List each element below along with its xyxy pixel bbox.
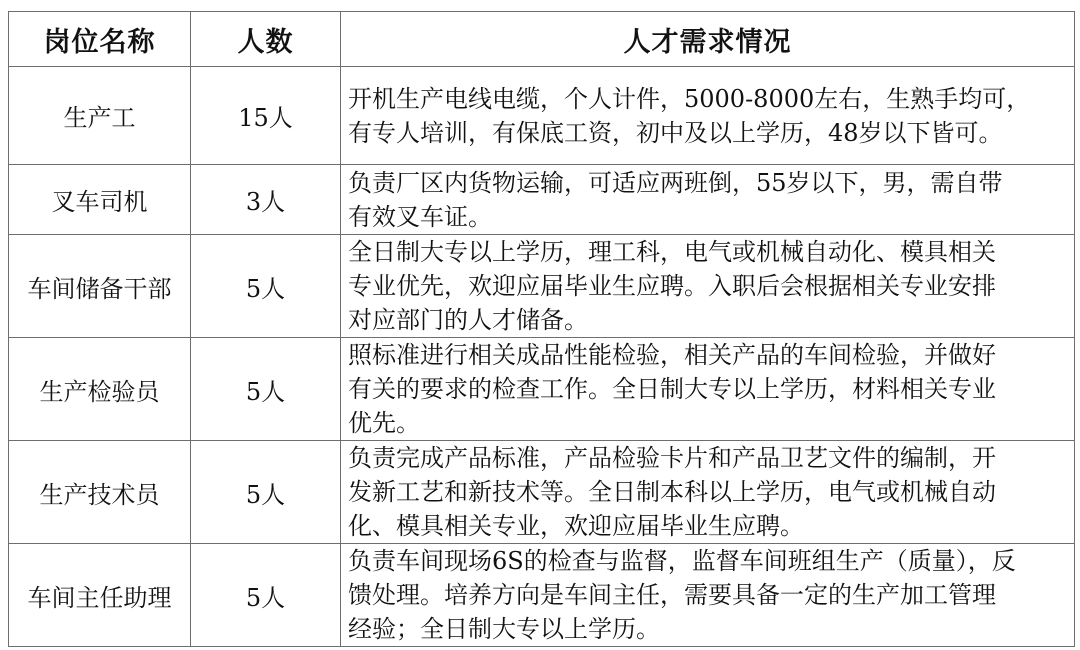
requirements-line: 负责完成产品标准，产品检验卡片和产品卫艺文件的编制，开 xyxy=(348,444,996,472)
requirements-line: 有效叉车证。 xyxy=(348,202,492,231)
requirements-line: 专业优先，欢迎应届毕业生应聘。入职后会根据相关专业安排 xyxy=(348,272,996,300)
count-cell: 5人 xyxy=(191,441,341,544)
requirements-cell xyxy=(341,235,1075,338)
requirements-line: 负责车间现场6S的检查与监督，监督车间班组生产（质量），反 xyxy=(348,547,1016,575)
table-row xyxy=(9,165,1075,235)
requirements-cell xyxy=(341,544,1075,647)
position-cell: 车间储备干部 xyxy=(9,235,191,338)
table-row xyxy=(9,441,1075,544)
requirements-line: 经验；全日制大专以上学历。 xyxy=(348,615,660,643)
header-row xyxy=(9,12,1075,67)
requirements-line: 有关的要求的检查工作。全日制大专以上学历，材料相关专业 xyxy=(348,375,996,403)
header-position: 岗位名称 xyxy=(9,12,191,67)
recruitment-table xyxy=(8,11,1075,647)
requirements-line: 发新工艺和新技术等。全日制本科以上学历，电气或机械自动 xyxy=(348,478,996,506)
header-count: 人数 xyxy=(191,12,341,67)
table-row xyxy=(9,67,1075,165)
requirements-cell xyxy=(341,67,1075,165)
requirements-cell xyxy=(341,441,1075,544)
requirements-cell xyxy=(341,338,1075,441)
position-cell: 生产工 xyxy=(9,67,191,165)
requirements-line: 全日制大专以上学历，理工科，电气或机械自动化、模具相关 xyxy=(348,238,996,266)
count-cell: 5人 xyxy=(191,544,341,647)
requirements-line: 照标准进行相关成品性能检验，相关产品的车间检验，并做好 xyxy=(348,341,996,369)
requirements-line: 对应部门的人才储备。 xyxy=(348,306,588,334)
position-cell: 叉车司机 xyxy=(9,165,191,235)
position-cell: 生产技术员 xyxy=(9,441,191,544)
requirements-line: 有专人培训，有保底工资，初中及以上学历，48岁以下皆可。 xyxy=(348,118,1003,147)
requirements-line: 化、模具相关专业，欢迎应届毕业生应聘。 xyxy=(348,512,804,540)
table-body xyxy=(9,67,1075,647)
requirements-line: 开机生产电线电缆，个人计件，5000-8000左右，生熟手均可， xyxy=(348,84,1031,113)
requirements-cell xyxy=(341,165,1075,235)
count-cell: 5人 xyxy=(191,235,341,338)
table-row xyxy=(9,235,1075,338)
header-requirements: 人才需求情况 xyxy=(341,12,1075,67)
position-cell: 车间主任助理 xyxy=(9,544,191,647)
requirements-line: 馈处理。培养方向是车间主任，需要具备一定的生产加工管理 xyxy=(348,581,996,609)
count-cell: 3人 xyxy=(191,165,341,235)
table-header xyxy=(9,12,1075,67)
table-row xyxy=(9,338,1075,441)
position-cell: 生产检验员 xyxy=(9,338,191,441)
table-row xyxy=(9,544,1075,647)
count-cell: 5人 xyxy=(191,338,341,441)
requirements-line: 优先。 xyxy=(348,409,420,437)
requirements-line: 负责厂区内货物运输，可适应两班倒，55岁以下，男，需自带 xyxy=(348,168,1003,197)
count-cell: 15人 xyxy=(191,67,341,165)
